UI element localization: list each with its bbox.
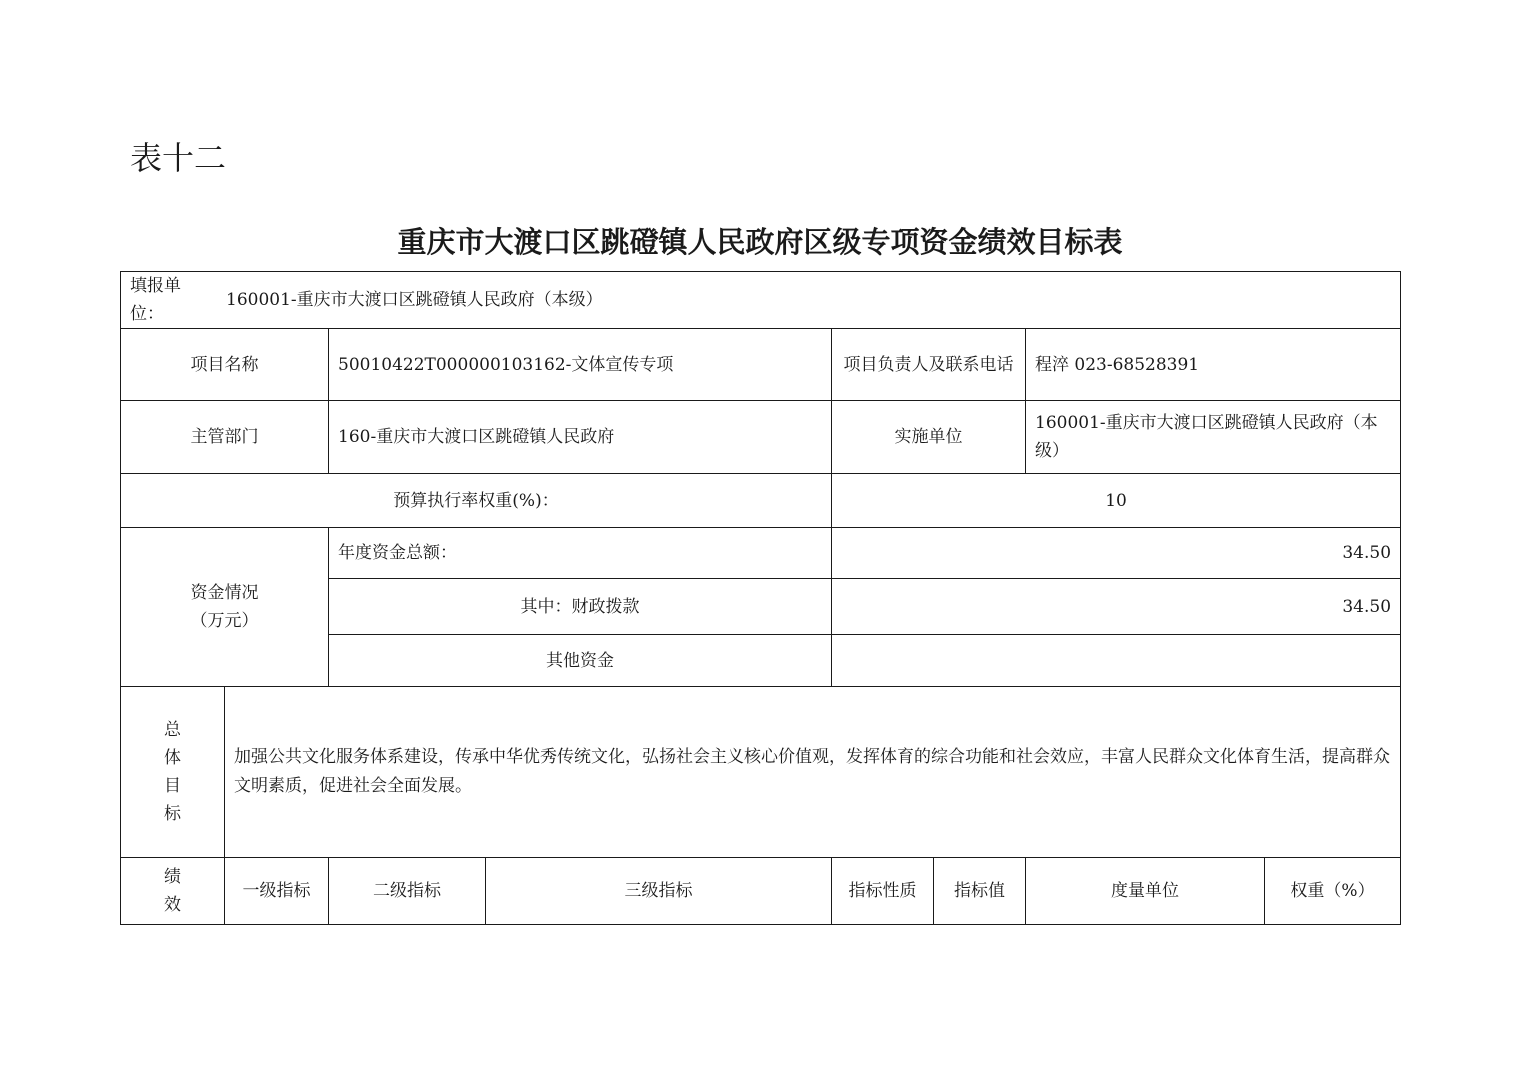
indicator-unit-header: 度量单位: [1026, 858, 1265, 925]
funds-annual-label: 年度资金总额：: [329, 528, 832, 579]
indicator-header-row: [121, 858, 1401, 925]
overall-goal-label-cell: [121, 687, 225, 858]
indicator-weight-header: 权重（%）: [1265, 858, 1401, 925]
indicator-value-header: 指标值: [934, 858, 1026, 925]
department-value: 160-重庆市大渡口区跳磴镇人民政府: [329, 401, 832, 474]
indicator-performance-label: 绩效: [164, 867, 181, 915]
indicator-performance-label-cell: [121, 858, 225, 925]
fill-unit-cell: [121, 272, 1401, 329]
performance-target-table: [120, 271, 1401, 925]
project-contact-value: 程淬 023-68528391: [1026, 329, 1401, 401]
table-number-label: 表十二: [130, 139, 227, 177]
project-name-value: 50010422T000000103162-文体宣传专项: [329, 329, 832, 401]
funds-label: 资金情况（万元）: [121, 528, 329, 687]
indicator-level2-header: 二级指标: [329, 858, 486, 925]
indicator-nature-header: 指标性质: [832, 858, 934, 925]
funds-fiscal-value: 34.50: [832, 579, 1401, 635]
fill-unit-value: 160001-重庆市大渡口区跳磴镇人民政府（本级）: [226, 290, 603, 310]
funds-fiscal-label: 其中：财政拨款: [329, 579, 832, 635]
overall-goal-label: 总体目标: [164, 720, 181, 824]
department-row: [121, 401, 1401, 474]
indicator-level1-header: 一级指标: [225, 858, 329, 925]
budget-weight-row: [121, 474, 1401, 528]
department-label: 主管部门: [121, 401, 329, 474]
overall-goal-row: [121, 687, 1401, 858]
document-title: 重庆市大渡口区跳磴镇人民政府区级专项资金绩效目标表: [397, 225, 1123, 259]
fill-unit-row: [121, 272, 1401, 329]
funds-annual-row: [121, 528, 1401, 579]
funds-other-label: 其他资金: [329, 635, 832, 687]
funds-annual-value: 34.50: [832, 528, 1401, 579]
budget-weight-label: 预算执行率权重(%)：: [121, 474, 832, 528]
project-name-label: 项目名称: [121, 329, 329, 401]
project-contact-label: 项目负责人及联系电话: [832, 329, 1026, 401]
project-row: [121, 329, 1401, 401]
overall-goal-text: 加强公共文化服务体系建设，传承中华优秀传统文化，弘扬社会主义核心价值观，发挥体育的综合功能和社会效应，丰富人民群众文化体育生活，提高群众文明素质，促进社会全面发展。: [225, 687, 1401, 858]
implementing-unit-label: 实施单位: [832, 401, 1026, 474]
indicator-level3-header: 三级指标: [486, 858, 832, 925]
implementing-unit-value: 160001-重庆市大渡口区跳磴镇人民政府（本级）: [1026, 401, 1401, 474]
budget-weight-value: 10: [832, 474, 1401, 528]
fill-unit-label: 填报单位：: [130, 276, 181, 324]
funds-other-value: [832, 635, 1401, 687]
